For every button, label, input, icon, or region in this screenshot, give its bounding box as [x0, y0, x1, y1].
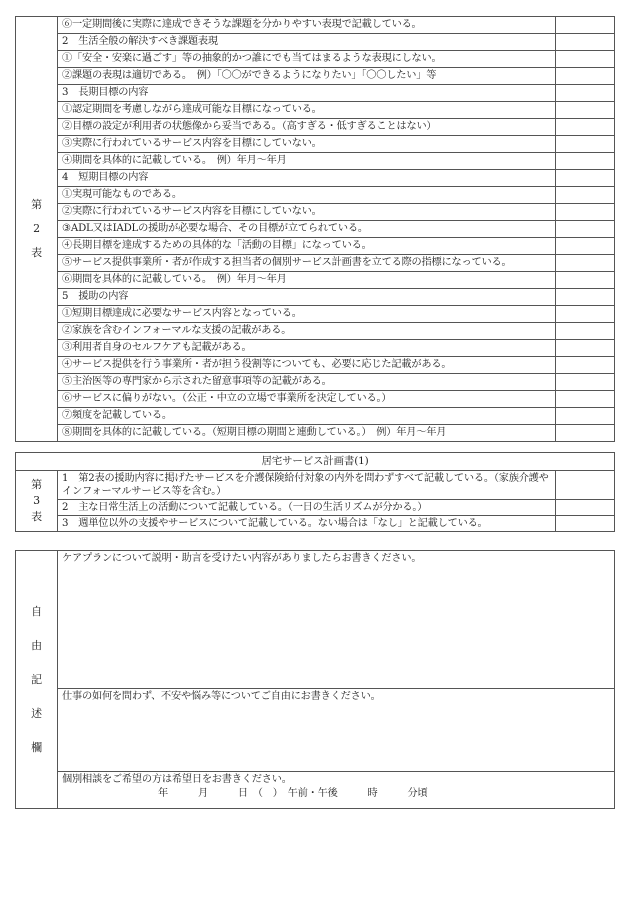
check-cell[interactable] [555, 471, 614, 500]
table-3-header: 居宅サービス計画書(1) [16, 453, 615, 471]
consultation-prompt: 個別相談をご希望の方は希望日をお書きください。 [62, 774, 292, 785]
table-2-row: ④長期目標を達成するための具体的な「活動の目標」になっている。 [58, 238, 556, 255]
free-text-section [15, 550, 615, 809]
check-cell[interactable] [556, 51, 615, 68]
table-3-row: 1 第2表の援助内容に掲げたサービスを介護保険給付対象の内外を問わずすべて記載している。（家族介護やインフォーマルサービス等を含む。） [58, 471, 556, 500]
check-cell[interactable] [556, 425, 615, 442]
check-cell[interactable] [556, 323, 615, 340]
table-2-row: ⑦頻度を記載している。 [58, 408, 556, 425]
check-cell[interactable] [556, 187, 615, 204]
table-2-row: 2 生活全般の解決すべき課題表現 [58, 34, 556, 51]
check-cell[interactable] [556, 153, 615, 170]
check-cell[interactable] [556, 85, 615, 102]
careplan-advice-prompt: ケアプランについて説明・助言を受けたい内容がありましたらお書きください。 [62, 553, 422, 564]
concerns-prompt: 仕事の如何を問わず、不安や悩み等についてご自由にお書きください。 [62, 691, 381, 702]
check-cell[interactable] [556, 119, 615, 136]
check-cell[interactable] [556, 17, 615, 34]
check-cell[interactable] [556, 68, 615, 85]
table-3-row: 3 週単位以外の支援やサービスについて記載している。ない場合は「なし」と記載している。 [58, 516, 556, 532]
table-2-row: ①「安全・安楽に過ごす」等の抽象的かつ誰にでも当てはまるような表現にしない。 [58, 51, 556, 68]
table-3-row: 2 主な日常生活上の活動について記載している。（一日の生活リズムが分かる。） [58, 500, 556, 516]
table-2-row: ⑤主治医等の専門家から示された留意事項等の記載がある。 [58, 374, 556, 391]
check-cell[interactable] [556, 34, 615, 51]
table-2-row: ②目標の設定が利用者の状態像から妥当である。（高すぎる・低すぎることはない） [58, 119, 556, 136]
check-cell[interactable] [556, 255, 615, 272]
table-2-row: ②課題の表現は適切である。 例）「〇〇ができるようになりたい」「〇〇したい」等 [58, 68, 556, 85]
table-2-checklist [15, 16, 615, 442]
check-cell[interactable] [556, 238, 615, 255]
check-cell[interactable] [555, 516, 614, 532]
table-2-row: ④期間を具体的に記載している。 例）年月～年月 [58, 153, 556, 170]
careplan-advice-field[interactable] [58, 551, 615, 689]
check-cell[interactable] [556, 340, 615, 357]
check-cell[interactable] [556, 306, 615, 323]
check-cell[interactable] [555, 500, 614, 516]
table-2-row: 3 長期目標の内容 [58, 85, 556, 102]
table-3-checklist [15, 452, 615, 532]
table-2-row: ③実際に行われているサービス内容を目標にしていない。 [58, 136, 556, 153]
table-2-row: ⑥一定期間後に実際に達成できそうな課題を分かりやすい表現で記載している。 [58, 17, 556, 34]
table-2-row: ②家族を含むインフォーマルな支援の記載がある。 [58, 323, 556, 340]
table-2-row: ④サービス提供を行う事業所・者が担う役割等についても、必要に応じた記載がある。 [58, 357, 556, 374]
concerns-field[interactable] [58, 689, 615, 772]
table-2-row: 5 援助の内容 [58, 289, 556, 306]
table-2-side-label: 第 2 表 [16, 17, 58, 442]
check-cell[interactable] [556, 272, 615, 289]
table-3-side-label: 第 3 表 [16, 471, 58, 532]
table-2-row: ⑧期間を具体的に記載している。（短期目標の期間と連動している。） 例）年月～年月 [58, 425, 556, 442]
table-2-row: ③ADL又はIADLの援助が必要な場合、その目標が立てられている。 [58, 221, 556, 238]
table-2-row: ⑥サービスに偏りがない。（公正・中立の立場で事業所を決定している。） [58, 391, 556, 408]
check-cell[interactable] [556, 357, 615, 374]
check-cell[interactable] [556, 408, 615, 425]
table-2-row: ①短期目標達成に必要なサービス内容となっている。 [58, 306, 556, 323]
table-2-row: ⑤サービス提供事業所・者が作成する担当者の個別サービス計画書を立てる際の指標になっている。 [58, 255, 556, 272]
check-cell[interactable] [556, 204, 615, 221]
consultation-date-field[interactable] [58, 772, 615, 809]
appointment-line: 年 月 日 （ ） 午前・午後 時 分頃 [158, 788, 428, 799]
table-2-row: ②実際に行われているサービス内容を目標にしていない。 [58, 204, 556, 221]
table-2-row: ①実現可能なものである。 [58, 187, 556, 204]
table-2-row: ③利用者自身のセルフケアも記載がある。 [58, 340, 556, 357]
check-cell[interactable] [556, 374, 615, 391]
table-2-row: ①認定期間を考慮しながら達成可能な目標になっている。 [58, 102, 556, 119]
table-2-row: 4 短期目標の内容 [58, 170, 556, 187]
table-2-row: ⑥期間を具体的に記載している。 例）年月～年月 [58, 272, 556, 289]
check-cell[interactable] [556, 221, 615, 238]
check-cell[interactable] [556, 102, 615, 119]
free-text-side-label: 自 由 記 述 欄 [16, 551, 58, 809]
check-cell[interactable] [556, 391, 615, 408]
check-cell[interactable] [556, 136, 615, 153]
check-cell[interactable] [556, 170, 615, 187]
check-cell[interactable] [556, 289, 615, 306]
